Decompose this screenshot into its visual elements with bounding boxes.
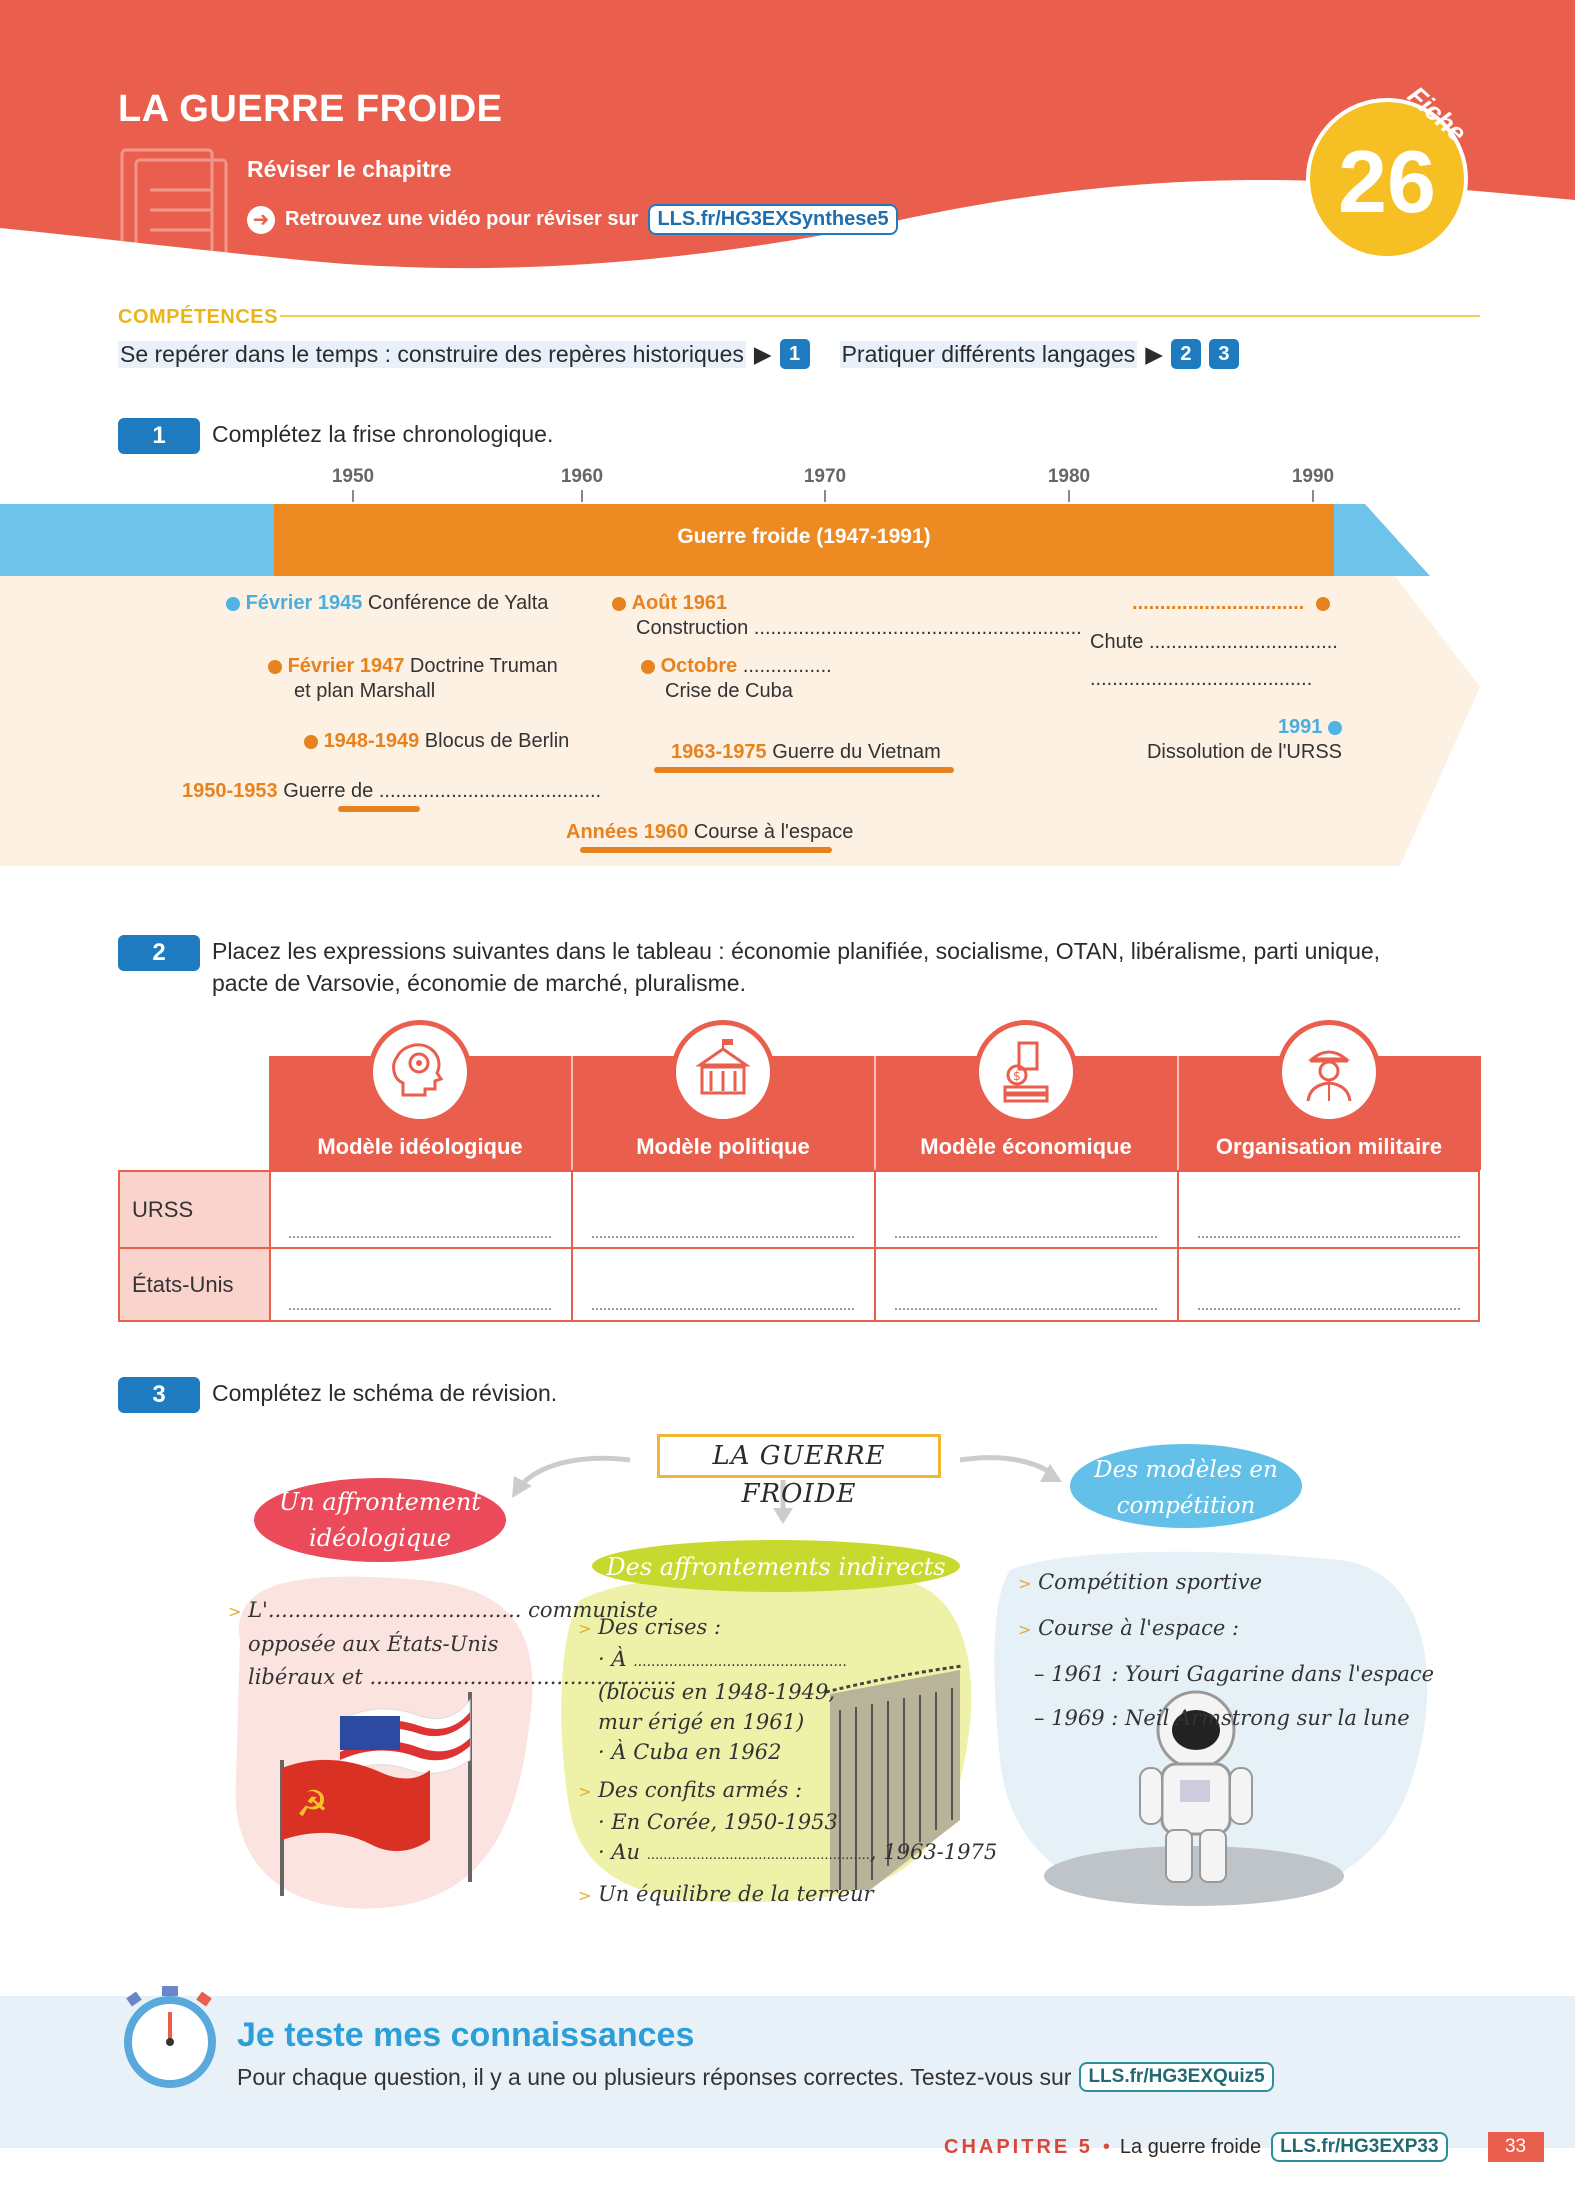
question-1 xyxy=(118,418,553,454)
blank-field: ........................................ xyxy=(1090,668,1313,690)
year-1960: 1960 xyxy=(542,466,622,502)
event-truman: Février 1947 Doctrine Truman et plan Marshall xyxy=(268,654,558,704)
brain-gear-icon xyxy=(368,1020,472,1124)
quiz-line xyxy=(237,2062,1274,2092)
blank-field: ........................................................... xyxy=(753,617,1082,639)
span-underline-espace xyxy=(580,847,832,853)
military-officer-icon xyxy=(1277,1020,1381,1124)
blank-field: ...................................................... xyxy=(646,1848,870,1863)
answer-field[interactable] xyxy=(289,1308,551,1310)
fiche-label: Fiche xyxy=(1401,80,1473,148)
question-prompt: Complétez la frise chronologique. xyxy=(212,421,554,447)
blank-field: ................ xyxy=(742,655,832,677)
quiz-text: Pour chaque question, il y a une ou plusieurs réponses correctes. Testez-vous sur xyxy=(237,2063,1072,2090)
event-yalta: Février 1945 Conférence de Yalta xyxy=(226,591,548,616)
event-berlin: 1948-1949 Blocus de Berlin xyxy=(304,729,569,754)
row-urss: URSS xyxy=(120,1172,269,1247)
year-1980: 1980 xyxy=(1029,466,1109,502)
answer-field[interactable] xyxy=(289,1236,551,1238)
answer-field[interactable] xyxy=(895,1236,1157,1238)
answer-field[interactable] xyxy=(1198,1308,1460,1310)
footer-link[interactable]: LLS.fr/HG3EXP33 xyxy=(1271,2132,1447,2162)
blank-field: .................................. xyxy=(1148,631,1338,653)
col-economique: Modèle économique xyxy=(875,1134,1177,1160)
competences-heading: COMPÉTENCES xyxy=(118,306,278,328)
page-footer xyxy=(944,2132,1544,2162)
col-militaire: Organisation militaire xyxy=(1178,1134,1480,1160)
middle-title: Des affrontements indirects xyxy=(606,1553,946,1581)
svg-text:☭: ☭ xyxy=(296,1784,329,1825)
blank-field: .............................................. xyxy=(369,1665,677,1689)
answer-field[interactable] xyxy=(895,1308,1157,1310)
footer-separator: • xyxy=(1102,2135,1110,2158)
cold-war-band-label: Guerre froide (1947-1991) xyxy=(677,525,931,548)
section-subtitle: Réviser le chapitre xyxy=(247,156,452,182)
competence-2: Pratiquer différents langages xyxy=(841,340,1136,367)
col-politique: Modèle politique xyxy=(572,1134,874,1160)
competence-1: Se repérer dans le temps : construire des repères historiques xyxy=(120,340,744,367)
event-aout-1961: Août 1961 Construction ........................................................... xyxy=(612,591,1082,641)
play-icon: ▶ xyxy=(1145,340,1163,367)
chapter-title: La guerre froide xyxy=(1119,2135,1262,2158)
blank-field: ................................................ xyxy=(633,1654,847,1670)
question-number: 3 xyxy=(118,1377,200,1413)
svg-text:$: $ xyxy=(1013,1069,1021,1083)
year-1970: 1970 xyxy=(785,466,865,502)
answer-field[interactable] xyxy=(592,1236,854,1238)
row-etats-unis: États-Unis xyxy=(120,1249,269,1320)
question-number: 2 xyxy=(118,935,200,971)
arrow-left xyxy=(520,1458,630,1486)
question-number: 1 xyxy=(118,418,200,454)
question-prompt: Complétez le schéma de révision. xyxy=(212,1380,558,1406)
left-content: > L'...................................... communiste opposée aux États-Unis libéraux et .............................................. xyxy=(228,1598,677,1689)
competence-ref-1: 1 xyxy=(780,339,810,369)
competence-ref-2: 2 xyxy=(1171,339,1201,369)
right-title: Des modèles en compétition xyxy=(1094,1457,1278,1519)
question-3 xyxy=(118,1377,557,1413)
blank-field: ........................................ xyxy=(378,780,602,802)
video-link[interactable]: LLS.fr/HG3EXSynthese5 xyxy=(648,204,897,235)
event-vietnam: 1963-1975 Guerre du Vietnam xyxy=(671,741,941,763)
fiche-number: 26 xyxy=(1338,132,1436,231)
middle-content: > Des crises : · À ................................................ (blocus en 1948-1949, mur érigé en 1961) · À Cuba en 1962 > Des confits armés : · En Corée, 1950-1953 · Au ......................................................, 1963-1975 > Un équilibre de la terreur xyxy=(578,1615,998,1906)
event-dissolution: 1991 Dissolution de l'URSS xyxy=(1146,716,1342,763)
question-prompt: Placez les expressions suivantes dans le tableau : économie planifiée, socialisme, OTAN, libéralisme, parti unique, pacte de Varsovie, économie de marché, pluralisme. xyxy=(212,938,1381,996)
right-content: > Compétition sportive > Course à l'espace : – 1961 : Youri Gagarine dans l'espace – 1969 : Neil Armstrong sur la lune xyxy=(1018,1570,1435,1730)
answer-field[interactable] xyxy=(1198,1236,1460,1238)
event-chute: Chute .................................. ........................................ xyxy=(1090,631,1338,690)
year-1950: 1950 xyxy=(313,466,393,502)
schema-center-title: LA GUERRE FROIDE xyxy=(657,1434,941,1478)
play-icon: ▶ xyxy=(753,340,772,367)
page-number: 33 xyxy=(1488,2132,1544,2162)
answer-field[interactable] xyxy=(592,1308,854,1310)
stopwatch-icon xyxy=(118,1980,222,2090)
span-underline-vietnam xyxy=(654,767,954,773)
question-2 xyxy=(118,935,1438,999)
table-body xyxy=(118,1170,1480,1322)
quiz-link[interactable]: LLS.fr/HG3EXQuiz5 xyxy=(1079,2062,1273,2092)
page-title: LA GUERRE FROIDE xyxy=(118,88,503,130)
competences-divider xyxy=(280,315,1480,317)
video-text: Retrouvez une vidéo pour réviser sur xyxy=(285,208,639,230)
competence-ref-3: 3 xyxy=(1209,339,1239,369)
event-octobre: Octobre ................ Crise de Cuba xyxy=(641,654,832,704)
span-underline-coree xyxy=(338,806,420,812)
blank-field: ...................................... xyxy=(267,1598,522,1622)
government-building-icon xyxy=(671,1020,775,1124)
event-espace: Années 1960 Course à l'espace xyxy=(566,821,854,843)
competences-list xyxy=(118,339,1239,369)
col-ideologique: Modèle idéologique xyxy=(269,1134,571,1160)
year-1990: 1990 xyxy=(1273,466,1353,502)
event-guerre-coree: 1950-1953 Guerre de ........................................ xyxy=(182,780,602,802)
arrow-right xyxy=(960,1458,1050,1472)
arrow-right-icon: ➜ xyxy=(247,206,275,234)
money-hand-icon xyxy=(974,1020,1078,1124)
video-line xyxy=(247,204,898,235)
left-title: Un affrontement idéologique xyxy=(279,1488,481,1552)
event-chute-date: ............................... xyxy=(1132,591,1330,616)
quiz-title: Je teste mes connaissances xyxy=(237,2016,695,2054)
chapter-label: CHAPITRE 5 xyxy=(944,2135,1093,2158)
